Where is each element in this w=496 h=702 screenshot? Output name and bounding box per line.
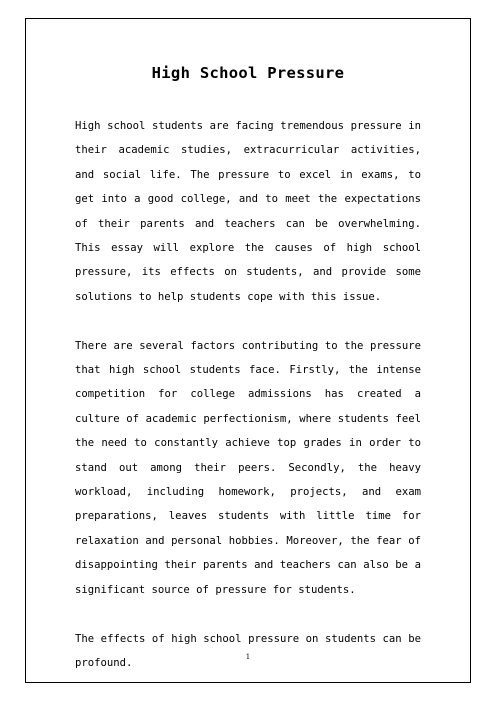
document-body: [75, 114, 421, 675]
page-number: 1: [245, 653, 251, 661]
paragraph-2: There are several factors contributing to the pressure that high school students face. Firstly, the intense competition for college admissions has created a culture of academic perfectionism, where students feel the need to constantly achieve top grades in order to stand out among their peers. Secondly, the heavy workload, including homework, projects, and exam preparations, leaves students with little time for relaxation and personal hobbies. Moreover, the fear of disappointing their parents and teachers can also be a significant source of pressure for students.: [75, 339, 421, 596]
paragraph-1: High school students are facing tremendous pressure in their academic studies, extracurricular activities, and social life. The pressure to excel in exams, to get into a good college, and to meet the expectations of their parents and teachers can be overwhelming. This essay will explore the causes of high school pressure, its effects on students, and provide some solutions to help students cope with this issue.: [75, 120, 421, 303]
document-title: High School Pressure: [151, 64, 345, 82]
paragraph-3: The effects of high school pressure on students can be profound.: [75, 632, 421, 669]
